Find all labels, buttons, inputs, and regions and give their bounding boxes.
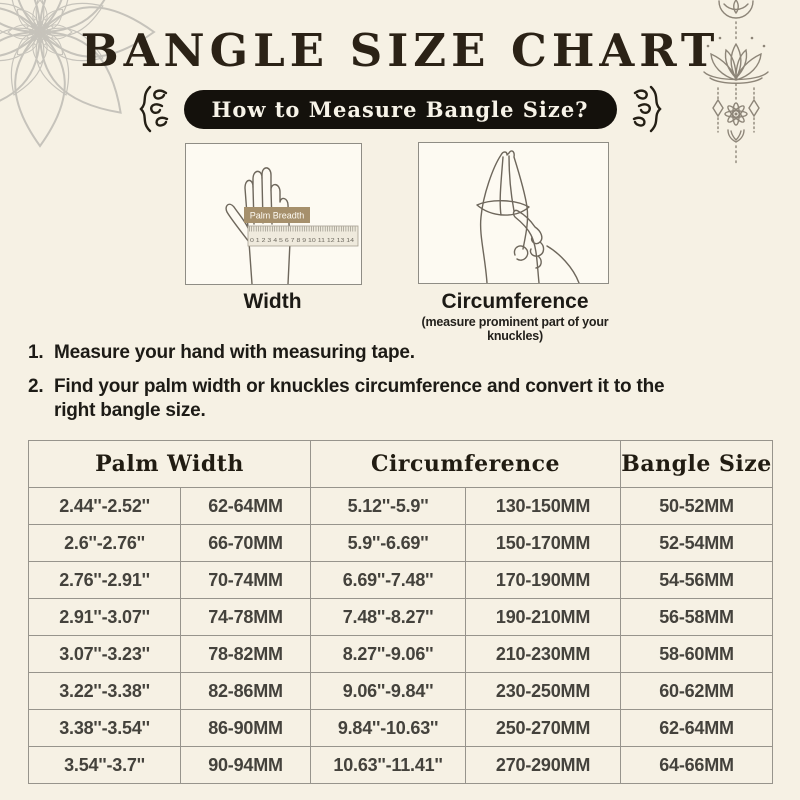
step-text: Measure your hand with measuring tape. <box>54 342 415 363</box>
header-palm-width: Palm Width <box>29 441 311 488</box>
table-row <box>29 710 773 747</box>
circumference-mm: 190-210MM <box>466 599 621 636</box>
palm-width-mm: 74-78MM <box>181 599 311 636</box>
circumference-in: 9.84''-10.63'' <box>311 710 466 747</box>
instruction-list <box>28 341 740 433</box>
table-row <box>29 636 773 673</box>
circumference-in: 9.06''-9.84'' <box>311 673 466 710</box>
circumference-mm: 230-250MM <box>466 673 621 710</box>
palm-width-in: 3.38''-3.54'' <box>29 710 181 747</box>
curly-flourish-icon <box>627 84 663 134</box>
palm-width-in: 2.76''-2.91'' <box>29 562 181 599</box>
table-row <box>29 562 773 599</box>
how-to-measure-button[interactable]: How to Measure Bangle Size? <box>184 90 617 129</box>
palm-width-mm: 70-74MM <box>181 562 311 599</box>
palm-width-mm: 78-82MM <box>181 636 311 673</box>
palm-width-in: 2.6''-2.76'' <box>29 525 181 562</box>
circumference-mm: 150-170MM <box>466 525 621 562</box>
page-title: BANGLE SIZE CHART <box>80 24 720 77</box>
width-illustration <box>185 143 362 285</box>
palm-width-mm: 62-64MM <box>181 488 311 525</box>
bangle-size-mm: 64-66MM <box>621 747 773 784</box>
curly-flourish-icon <box>138 84 174 134</box>
width-caption-text: Width <box>243 290 302 313</box>
palm-width-mm: 66-70MM <box>181 525 311 562</box>
step-number: 2. <box>28 375 44 397</box>
bangle-size-mm: 62-64MM <box>621 710 773 747</box>
circumference-mm: 170-190MM <box>466 562 621 599</box>
table-row <box>29 599 773 636</box>
palm-width-mm: 86-90MM <box>181 710 311 747</box>
bangle-size-mm: 60-62MM <box>621 673 773 710</box>
circumference-caption-text: Circumference <box>441 290 589 313</box>
instruction-step <box>28 375 740 424</box>
palm-width-in: 2.44''-2.52'' <box>29 488 181 525</box>
table-row <box>29 673 773 710</box>
circumference-in: 6.69''-7.48'' <box>311 562 466 599</box>
table-row <box>29 525 773 562</box>
circumference-in: 8.27''-9.06'' <box>311 636 466 673</box>
bangle-size-mm: 56-58MM <box>621 599 773 636</box>
bangle-size-mm: 52-54MM <box>621 525 773 562</box>
palm-width-in: 3.54''-3.7'' <box>29 747 181 784</box>
circumference-mm: 270-290MM <box>466 747 621 784</box>
bangle-size-mm: 58-60MM <box>621 636 773 673</box>
instruction-step <box>28 341 740 366</box>
palm-breadth-label: Palm Breadth <box>249 210 305 221</box>
table-header-row <box>29 441 773 488</box>
bangle-size-mm: 50-52MM <box>621 488 773 525</box>
palm-width-mm: 82-86MM <box>181 673 311 710</box>
circumference-in: 7.48''-8.27'' <box>311 599 466 636</box>
circumference-in: 5.9''-6.69'' <box>311 525 466 562</box>
header-bangle-size: Bangle Size <box>621 441 773 488</box>
circumference-caption <box>400 290 630 343</box>
header-circumference: Circumference <box>311 441 621 488</box>
hands-tape-drawing <box>419 143 608 283</box>
measure-banner <box>0 84 800 134</box>
hand-ruler-drawing <box>186 144 361 284</box>
step-number: 1. <box>28 342 44 363</box>
palm-width-in: 2.91''-3.07'' <box>29 599 181 636</box>
palm-width-in: 3.07''-3.23'' <box>29 636 181 673</box>
circumference-mm: 210-230MM <box>466 636 621 673</box>
palm-width-mm: 90-94MM <box>181 747 311 784</box>
step-text: Find your palm width or knuckles circumference and convert it to the right bangle size. <box>54 375 665 422</box>
table-row <box>29 747 773 784</box>
circumference-mm: 130-150MM <box>466 488 621 525</box>
circumference-illustration <box>418 142 609 284</box>
circumference-in: 5.12''-5.9'' <box>311 488 466 525</box>
size-table <box>28 440 773 784</box>
table-row <box>29 488 773 525</box>
palm-width-in: 3.22''-3.38'' <box>29 673 181 710</box>
circumference-mm: 250-270MM <box>466 710 621 747</box>
circumference-in: 10.63''-11.41'' <box>311 747 466 784</box>
width-caption <box>185 290 360 314</box>
ruler-numbers: 0 1 2 3 4 5 6 7 8 9 10 11 12 13 14 <box>250 238 355 244</box>
circumference-note: (measure prominent part of your knuckles) <box>421 315 609 343</box>
bangle-size-mm: 54-56MM <box>621 562 773 599</box>
